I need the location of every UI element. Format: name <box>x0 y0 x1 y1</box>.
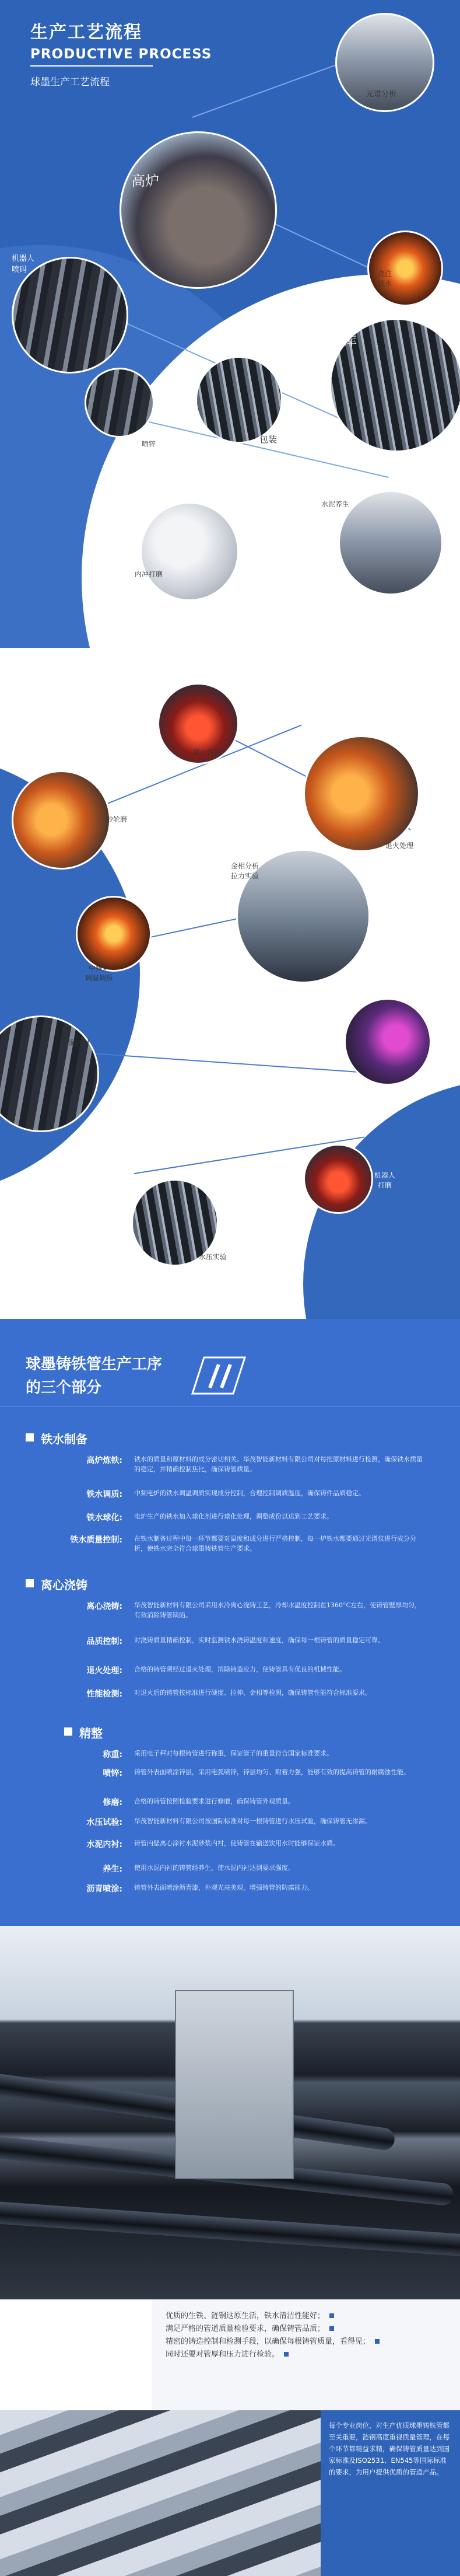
item-label: 铁水调质: <box>86 1490 122 1499</box>
square-bullet-icon <box>284 2352 289 2357</box>
item-label: 性能检测: <box>86 1690 122 1699</box>
item-label: 水压试验: <box>86 1818 122 1827</box>
item-label: 铁水球化: <box>86 1513 122 1523</box>
item-text: 对浇铸质量精确控制，实时监测铁水浇铸温度和速度，确保每一根铸管的质量稳定可靠。 <box>134 1636 384 1644</box>
grinding-photo <box>12 770 111 870</box>
inner-polish-label: 内冲打磨 <box>134 570 163 578</box>
three-process-parts-section <box>0 1319 460 1926</box>
zinc-spray-photo <box>85 368 154 438</box>
iron-casting-label: 浇注 铁水 <box>377 270 392 288</box>
group-bullet-icon <box>26 1433 34 1441</box>
item-text: 采用电子秤对每根铸管进行称重，保证管子的重量符合国家标准要求。 <box>134 1750 333 1757</box>
robot-marking-label: 机器人 喷码 <box>12 254 35 274</box>
closing-text-box <box>321 2410 460 2576</box>
robot-marking-photo <box>12 257 128 374</box>
item-label: 修磨: <box>103 1798 122 1807</box>
robot-grinding-photo <box>303 1144 373 1214</box>
spectral-analysis-label: 光谱分析 <box>366 90 397 99</box>
factory-photo-section <box>0 1926 460 2576</box>
item-label: 养生: <box>103 1865 122 1874</box>
item-text: 铸管外表面喷涂沥青漆，外观光亮美观，增强铸管的防腐能力。 <box>134 1884 314 1891</box>
item-label: 沥青喷涂: <box>86 1884 122 1894</box>
mf-furnace-photo <box>76 896 152 972</box>
item-text: 中频电炉的铁水调温调质实现成分控制，合理控制调质温度，确保铸件品质稳定。 <box>134 1489 365 1497</box>
sand-wheel-label: 砂轮磨 <box>409 996 430 1004</box>
divider <box>0 1406 460 1407</box>
zinc-spray-label: 喷锌 <box>141 440 156 448</box>
packaging-photo <box>195 356 283 444</box>
item-text: 合格的铸管按照检验要求进行修磨，确保铸管外观质量。 <box>134 1797 294 1805</box>
item-text: 电炉生产的铁水加入球化剂进行球化处理，调整成份以达到工艺要求。 <box>134 1513 333 1520</box>
page-title-en: PRODUCTIVE PROCESS <box>30 47 212 62</box>
page-subtitle: 球墨生产工艺流程 <box>30 76 110 88</box>
pipe-shape <box>0 2201 460 2257</box>
square-bullet-icon <box>329 2326 334 2331</box>
cement-lining-label: 水泥内衬 <box>61 1039 90 1047</box>
item-label: 高炉炼铁: <box>86 1456 122 1465</box>
blast-furnace-label: 高炉 <box>131 173 159 189</box>
square-bullet-icon <box>375 2339 380 2344</box>
pipe-logo-icon <box>189 1353 248 1399</box>
pipe-production-photo <box>0 1926 460 2299</box>
annealing-label: 退火处理 <box>385 842 413 850</box>
group-bullet-icon <box>26 1579 34 1587</box>
item-text: 使用水泥内衬的铸管经养生，使水泥内衬达到要求强度。 <box>134 1864 294 1872</box>
item-label: 喷锌: <box>103 1769 122 1778</box>
process-flow-section-1 <box>0 0 460 648</box>
section-title-line-2: 的三个部分 <box>26 1379 102 1397</box>
section-title <box>26 1353 162 1399</box>
item-label: 铁水质量控制: <box>70 1535 122 1545</box>
storage-label: 入库 <box>331 334 357 349</box>
pressure-test-label: 水压实验 <box>198 1253 227 1261</box>
item-text: 铸管内壁离心涂衬水泥砂浆内衬，使铸管在输送饮用水时能够保证水质。 <box>134 1839 339 1847</box>
item-label: 离心浇铸: <box>86 1602 122 1611</box>
process-flow-section-2 <box>0 648 460 1319</box>
annealing-photo <box>303 735 420 852</box>
item-text: 合格的铸管须经过退火处理，消除铸造应力，使铸管具有优良的机械性能。 <box>134 1666 346 1673</box>
machine-shape <box>175 1990 294 2179</box>
grinding-label: 砂轮磨 <box>106 815 127 823</box>
packaging-label: 包装 <box>259 434 277 445</box>
quality-line <box>166 2336 448 2348</box>
quality-text-box <box>152 2299 460 2410</box>
item-label: 品质控制: <box>86 1637 122 1646</box>
cement-lining-photo <box>344 998 431 1085</box>
section-title-line-1: 球墨铸铁管生产工序 <box>26 1356 163 1373</box>
group-heading: 离心浇铸 <box>41 1578 87 1592</box>
quality-line-text: 满足严格的管道质量检验要求，确保铸管品质； <box>166 2324 325 2333</box>
closing-text: 每个专业岗位，对生产优质球墨铸铁管都至关重要，涟钢高度重视质量管理，在每个环节都精益求精，确保铸管质量达到国家标准及ISO2531、EN545等国际标准的要求，为用户提供优质的管道产品。 <box>329 2421 450 2476</box>
group-heading: 铁水制备 <box>41 1432 87 1446</box>
title-divider <box>30 65 153 67</box>
quality-line <box>166 2323 448 2336</box>
item-text: 铸管外表面喷涂锌层，采用电弧喷锌，锌层均匀、附着力强，能够有效的提高铸管的耐腐蚀性能。 <box>134 1768 410 1776</box>
item-label: 称重: <box>103 1750 122 1760</box>
quality-line-text: 同时还要对管厚和压力进行检验。 <box>166 2350 280 2359</box>
blast-furnace-photo <box>120 131 277 289</box>
item-text: 华茂智能新材料有限公司按国际标准对每一根铸管进行水压试验，确保铸管无渗漏。 <box>134 1817 371 1825</box>
item-text: 在铁水制备过程中每一环节都要对温度和成分进行严格控制，每一炉铁水都要通过光谱仪进行成分分析，使铁水完全符合球墨铸铁管生产要求。 <box>134 1535 416 1552</box>
inner-polish-photo <box>140 502 239 601</box>
pipe-stack-photo <box>0 2410 321 2576</box>
quality-line <box>166 2348 448 2361</box>
group-heading: 精整 <box>79 1726 103 1740</box>
item-text: 铁水的质量和原材料的成分密切相关。华茂智能新材料有限公司对每批原材料进行检测，确保铁水质量的稳定，并精确控制焦比，确保铸管质量。 <box>134 1455 423 1473</box>
item-text: 华茂智能新材料有限公司采用水冷离心浇铸工艺，冷却水温度控制在1360°C左右，使铸管壁厚均匀，有效消除铸管缺陷。 <box>134 1601 422 1619</box>
centrifugal-casting-label: 离心铸造 <box>192 748 221 756</box>
quality-line-text: 优质的生铁、涟钢这原生活，铁水清洁性能好； <box>166 2312 325 2320</box>
metallographic-test-label: 金相分析 拉力实验 <box>230 862 259 880</box>
square-bullet-icon <box>329 2313 334 2318</box>
quality-line-text: 精密的铸造控制和检测手段，以确保每根铸管质量，看得见； <box>166 2337 371 2346</box>
group-bullet-icon <box>64 1727 72 1736</box>
item-label: 退火处理: <box>86 1666 122 1676</box>
quality-line <box>166 2310 448 2323</box>
item-text: 对退火后的铸管按标准进行硬度、拉伸、金相等检测，确保铸管性能符合标准要求。 <box>134 1689 371 1697</box>
item-label: 水泥内衬: <box>86 1840 122 1849</box>
mf-furnace-label: 中频炉 调温调质 <box>85 964 113 982</box>
cement-cure-label: 水泥养生 <box>321 500 349 508</box>
page-title: 生产工艺流程 <box>30 22 142 43</box>
robot-grinding-label: 机器人 打磨 <box>374 1171 395 1189</box>
